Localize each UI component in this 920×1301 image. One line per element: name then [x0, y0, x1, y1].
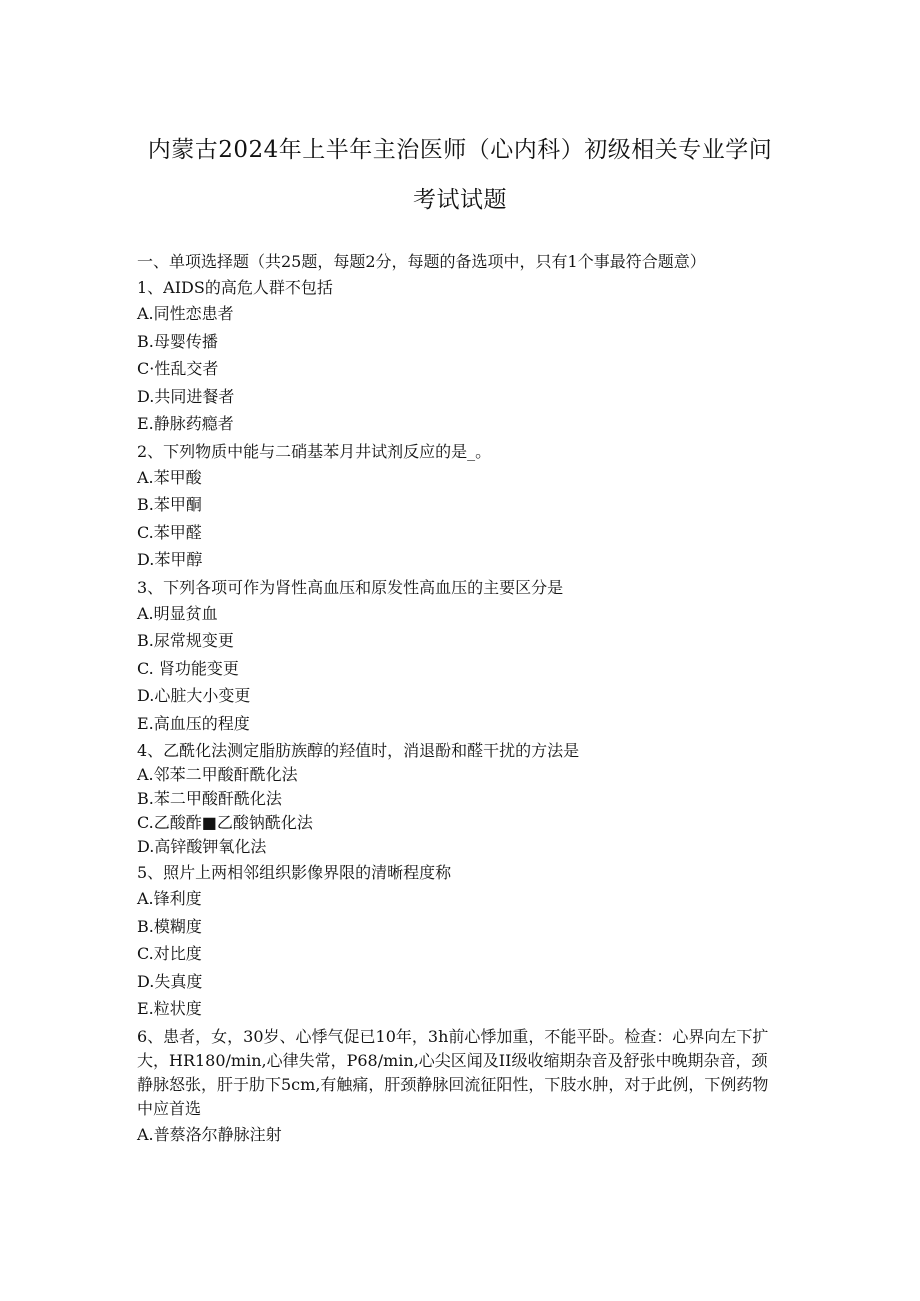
question-2: [137, 440, 777, 574]
option-e: E.高血压的程度: [137, 713, 250, 733]
option-c: C.对比度: [137, 944, 202, 963]
option-b: B.尿常规变更: [137, 631, 234, 650]
question-text: 4、乙酰化法测定脂肪族醇的羟值时，消退酚和醛干扰的方法是: [137, 741, 580, 760]
option-d: D.共同进餐者: [137, 386, 235, 406]
option-b: B.模糊度: [137, 916, 202, 936]
option-c: C.苯甲醛: [137, 522, 202, 542]
option-a: A.锋利度: [137, 889, 202, 908]
option-a: A.普蔡洛尔静脉注射: [137, 1124, 282, 1144]
question-6: [137, 1025, 777, 1149]
option-a: A.邻苯二甲酸酐酰化法: [137, 765, 298, 784]
option-c: C.乙酸酢■乙酸钠酰化法: [137, 813, 313, 832]
document-title-line-2: 考试试题: [413, 187, 507, 213]
question-4: [137, 739, 777, 859]
question-text: 2、下列物质中能与二硝基苯月井试剂反应的是_。: [137, 441, 492, 461]
option-a: A.明显贫血: [137, 603, 218, 623]
document-title-line-1: 内蒙古2024年上半年主治医师（心内科）初级相关专业学问: [147, 137, 773, 163]
option-a: A.同性恋患者: [137, 304, 234, 323]
option-b: B.苯二甲酸酐酰化法: [137, 789, 282, 808]
question-3: [137, 576, 777, 738]
option-b: B.母婴传播: [137, 331, 218, 351]
option-d: D.心脏大小变更: [137, 686, 251, 705]
question-text: 5、照片上两相邻组织影像界限的清晰程度称: [137, 863, 452, 882]
option-c: C. 肾功能变更: [137, 658, 239, 678]
option-e: E.静脉药瘾者: [137, 414, 234, 433]
question-1: [137, 276, 777, 438]
question-text: 6、患者，女，30岁、心悸气促已10年，3h前心悸加重，不能平卧。检查：心界向左下扩大，HR180/min,心律失常，P68/min,心尖区闻及II级收缩期杂音及舒张中晚期杂音，颈静脉怒张，肝于肋下5cm,有触痛，肝颈静脉回流征阳性，下肢水肿，对于此例，下例药物中应首选: [137, 1026, 769, 1118]
option-a: A.苯甲酸: [137, 467, 202, 487]
question-5: [137, 861, 777, 1023]
option-e: E.粒状度: [137, 999, 202, 1018]
section-heading: 一、单项选择题（共25题，每题2分，每题的备选项中，只有1个事最符合题意）: [137, 252, 706, 271]
option-b: B.苯甲酮: [137, 495, 202, 514]
option-d: D.苯甲醇: [137, 550, 203, 569]
option-d: D.高锌酸钾氧化法: [137, 837, 267, 856]
document-body: [137, 250, 777, 1148]
option-c: C·性乱交者: [137, 359, 219, 378]
question-text: 3、下列各项可作为肾性高血压和原发性高血压的主要区分是: [137, 577, 564, 597]
option-d: D.失真度: [137, 971, 203, 991]
question-text: 1、AIDS的高危人群不包括: [137, 278, 333, 297]
